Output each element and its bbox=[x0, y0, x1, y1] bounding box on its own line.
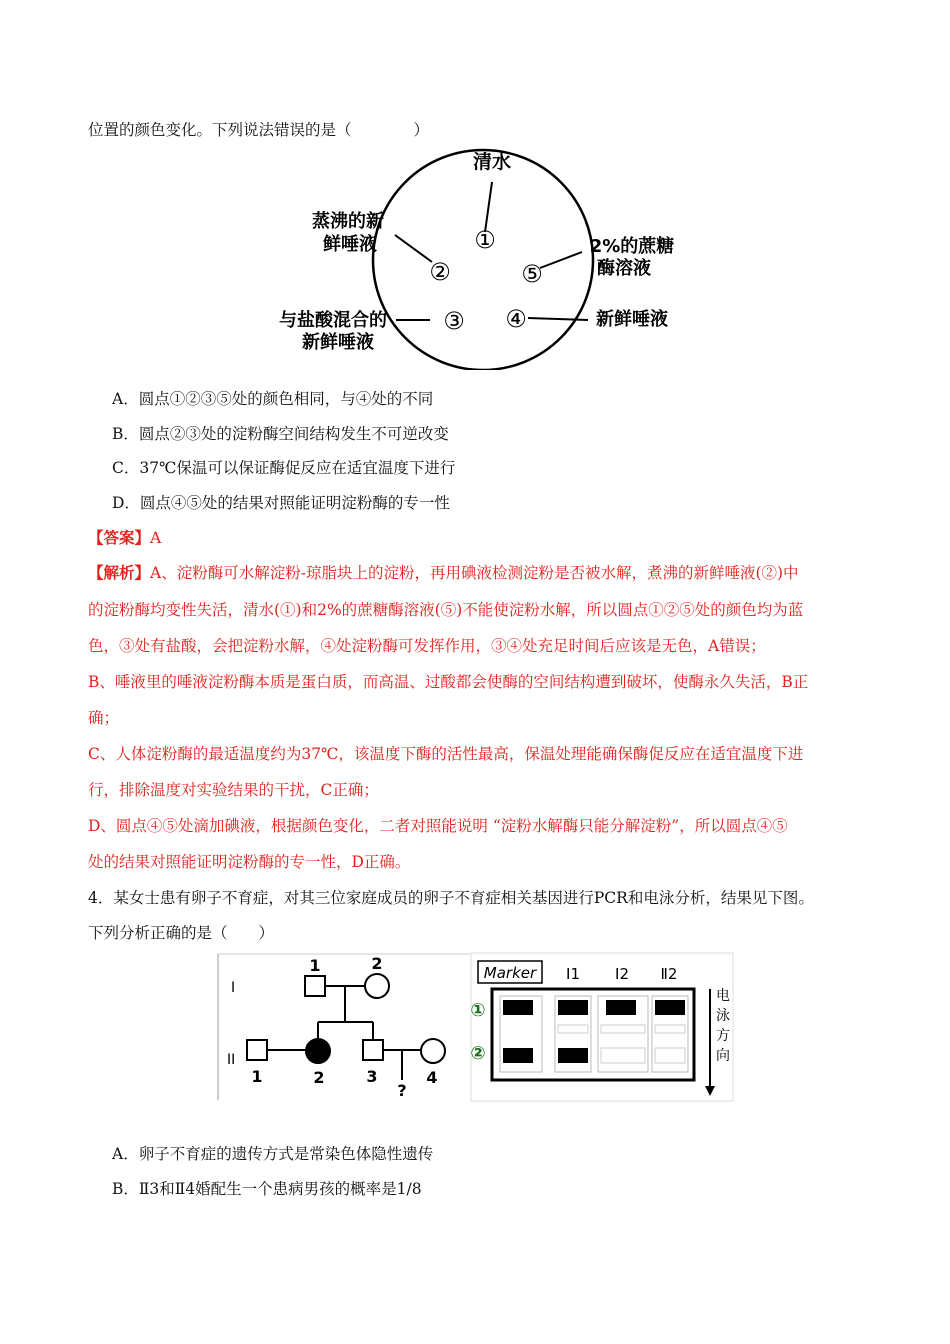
leader-line-4 bbox=[528, 318, 588, 320]
label-water: 清水 bbox=[472, 151, 512, 173]
band-I1-2 bbox=[558, 1048, 588, 1063]
q4-option-a: A．卵子不育症的遗传方式是常染色体隐性遗传 bbox=[112, 1145, 434, 1163]
q3-analysis-line-3: 色，③处有盐酸，会把淀粉水解，④处淀粉酶可发挥作用，③④处充足时间后应该是无色，A错误； bbox=[88, 637, 766, 655]
II4-label: 4 bbox=[426, 1068, 438, 1087]
marker-2: ② bbox=[429, 258, 451, 286]
band-marker-2 bbox=[503, 1048, 533, 1063]
q3-option-b: B．圆点②③处的淀粉酶空间结构发生不可逆改变 bbox=[112, 425, 449, 443]
dir-1: 电 bbox=[716, 988, 730, 1004]
dir-4: 向 bbox=[716, 1048, 730, 1064]
I1-label: 1 bbox=[309, 956, 321, 975]
analysis-tag: 【解析】 bbox=[88, 563, 151, 582]
q3-analysis-line-1 bbox=[88, 561, 799, 583]
leader-line-1 bbox=[485, 182, 492, 232]
q3-analysis-line-6: C、人体淀粉酶的最适温度约为37℃，该温度下酶的活性最高，保温处理能确保酶促反应在适宜温度下进 bbox=[88, 745, 804, 763]
unknown-child: ? bbox=[397, 1081, 407, 1100]
band-I1-1 bbox=[558, 1000, 588, 1015]
q3-analysis-line-7: 行，排除温度对实验结果的干扰，C正确； bbox=[88, 781, 379, 799]
q3-intro: 位置的颜色变化。下列说法错误的是（ ） bbox=[88, 121, 430, 139]
col-II2: Ⅱ2 bbox=[660, 965, 678, 983]
label-boiled-saliva-2: 鲜唾液 bbox=[323, 234, 377, 255]
row-2: ② bbox=[470, 1043, 486, 1064]
answer-tag: 【答案】 bbox=[88, 528, 151, 547]
dir-2: 泳 bbox=[716, 1008, 730, 1024]
q3-option-a: A．圆点①②③⑤处的颜色相同，与④处的不同 bbox=[112, 390, 434, 408]
label-boiled-saliva-1: 蒸沸的新 bbox=[312, 211, 384, 232]
answer-value: A bbox=[150, 529, 162, 547]
gen-I-label: I bbox=[231, 980, 236, 996]
starch-agar-diagram bbox=[270, 140, 690, 370]
I2-female bbox=[365, 974, 389, 998]
II2-female-affected bbox=[306, 1039, 330, 1063]
dir-3: 方 bbox=[716, 1028, 730, 1044]
q3-analysis-line-9: 处的结果对照能证明淀粉酶的专一性，D正确。 bbox=[88, 853, 411, 871]
marker-4: ④ bbox=[505, 305, 527, 333]
q3-analysis-line-2: 的淀粉酶均变性失活，清水(①)和2%的蔗糖酶溶液(⑤)不能使淀粉水解，所以圆点①②⑤处的颜色均为蓝 bbox=[88, 601, 804, 619]
II1-label: 1 bbox=[251, 1067, 263, 1086]
II3-male bbox=[363, 1040, 383, 1060]
q4-stem-line-2: 下列分析正确的是（ ） bbox=[88, 924, 275, 942]
I2-label: 2 bbox=[371, 954, 383, 973]
label-acid-saliva-1: 与盐酸混合的 bbox=[279, 310, 387, 331]
label-acid-saliva-2: 新鲜唾液 bbox=[302, 332, 374, 353]
q3-analysis-line-5: 确； bbox=[88, 709, 120, 727]
q3-analysis-line-8: D、圆点④⑤处滴加碘液，根据颜色变化，二者对照能说明 “淀粉水解酶只能分解淀粉”，所以圆点④⑤ bbox=[88, 817, 788, 835]
marker-1: ① bbox=[474, 226, 496, 254]
marker-3: ③ bbox=[443, 307, 465, 335]
pedigree-chart bbox=[215, 952, 470, 1102]
col-I1: Ⅰ1 bbox=[566, 965, 580, 983]
q3-analysis-line-4: B、唾液里的唾液淀粉酶本质是蛋白质，而高温、过酸都会使酶的空间结构遭到破坏，使酶永久失活，B正 bbox=[88, 673, 809, 691]
label-fresh-saliva: 新鲜唾液 bbox=[596, 309, 668, 330]
q3-option-d: D．圆点④⑤处的结果对照能证明淀粉酶的专一性 bbox=[112, 494, 450, 512]
label-sucrase-2: 酶溶液 bbox=[597, 258, 651, 279]
II1-male bbox=[247, 1040, 267, 1060]
q3-option-c: C．37℃保温可以保证酶促反应在适宜温度下进行 bbox=[112, 459, 456, 477]
band-II2-1 bbox=[655, 1000, 685, 1015]
q3-answer bbox=[88, 526, 161, 548]
label-sucrase-1: 2%的蔗糖 bbox=[589, 236, 675, 257]
marker-5: ⑤ bbox=[521, 260, 543, 288]
leader-line-2 bbox=[395, 235, 432, 262]
col-I2: Ⅰ2 bbox=[615, 965, 629, 983]
electrophoresis-gel bbox=[470, 952, 735, 1102]
II3-label: 3 bbox=[366, 1067, 378, 1086]
row-1: ① bbox=[470, 1000, 486, 1021]
q4-stem-line-1: 4．某女士患有卵子不育症，对其三位家庭成员的卵子不育症相关基因进行PCR和电泳分析，结果见下图。 bbox=[88, 889, 814, 907]
gen-II-label: II bbox=[227, 1052, 236, 1068]
II4-female bbox=[421, 1039, 445, 1063]
I1-male bbox=[305, 976, 325, 996]
band-I2-1 bbox=[606, 1000, 636, 1015]
II2-label: 2 bbox=[313, 1068, 325, 1087]
q4-option-b: B．Ⅱ3和Ⅱ4婚配生一个患病男孩的概率是1/8 bbox=[112, 1180, 422, 1198]
leader-line-5 bbox=[540, 252, 582, 268]
col-marker: Marker bbox=[483, 964, 537, 982]
analysis-text: A、淀粉酶可水解淀粉-琼脂块上的淀粉，再用碘液检测淀粉是否被水解，煮沸的新鲜唾液(②)中 bbox=[150, 564, 799, 582]
band-marker-1 bbox=[503, 1000, 533, 1015]
